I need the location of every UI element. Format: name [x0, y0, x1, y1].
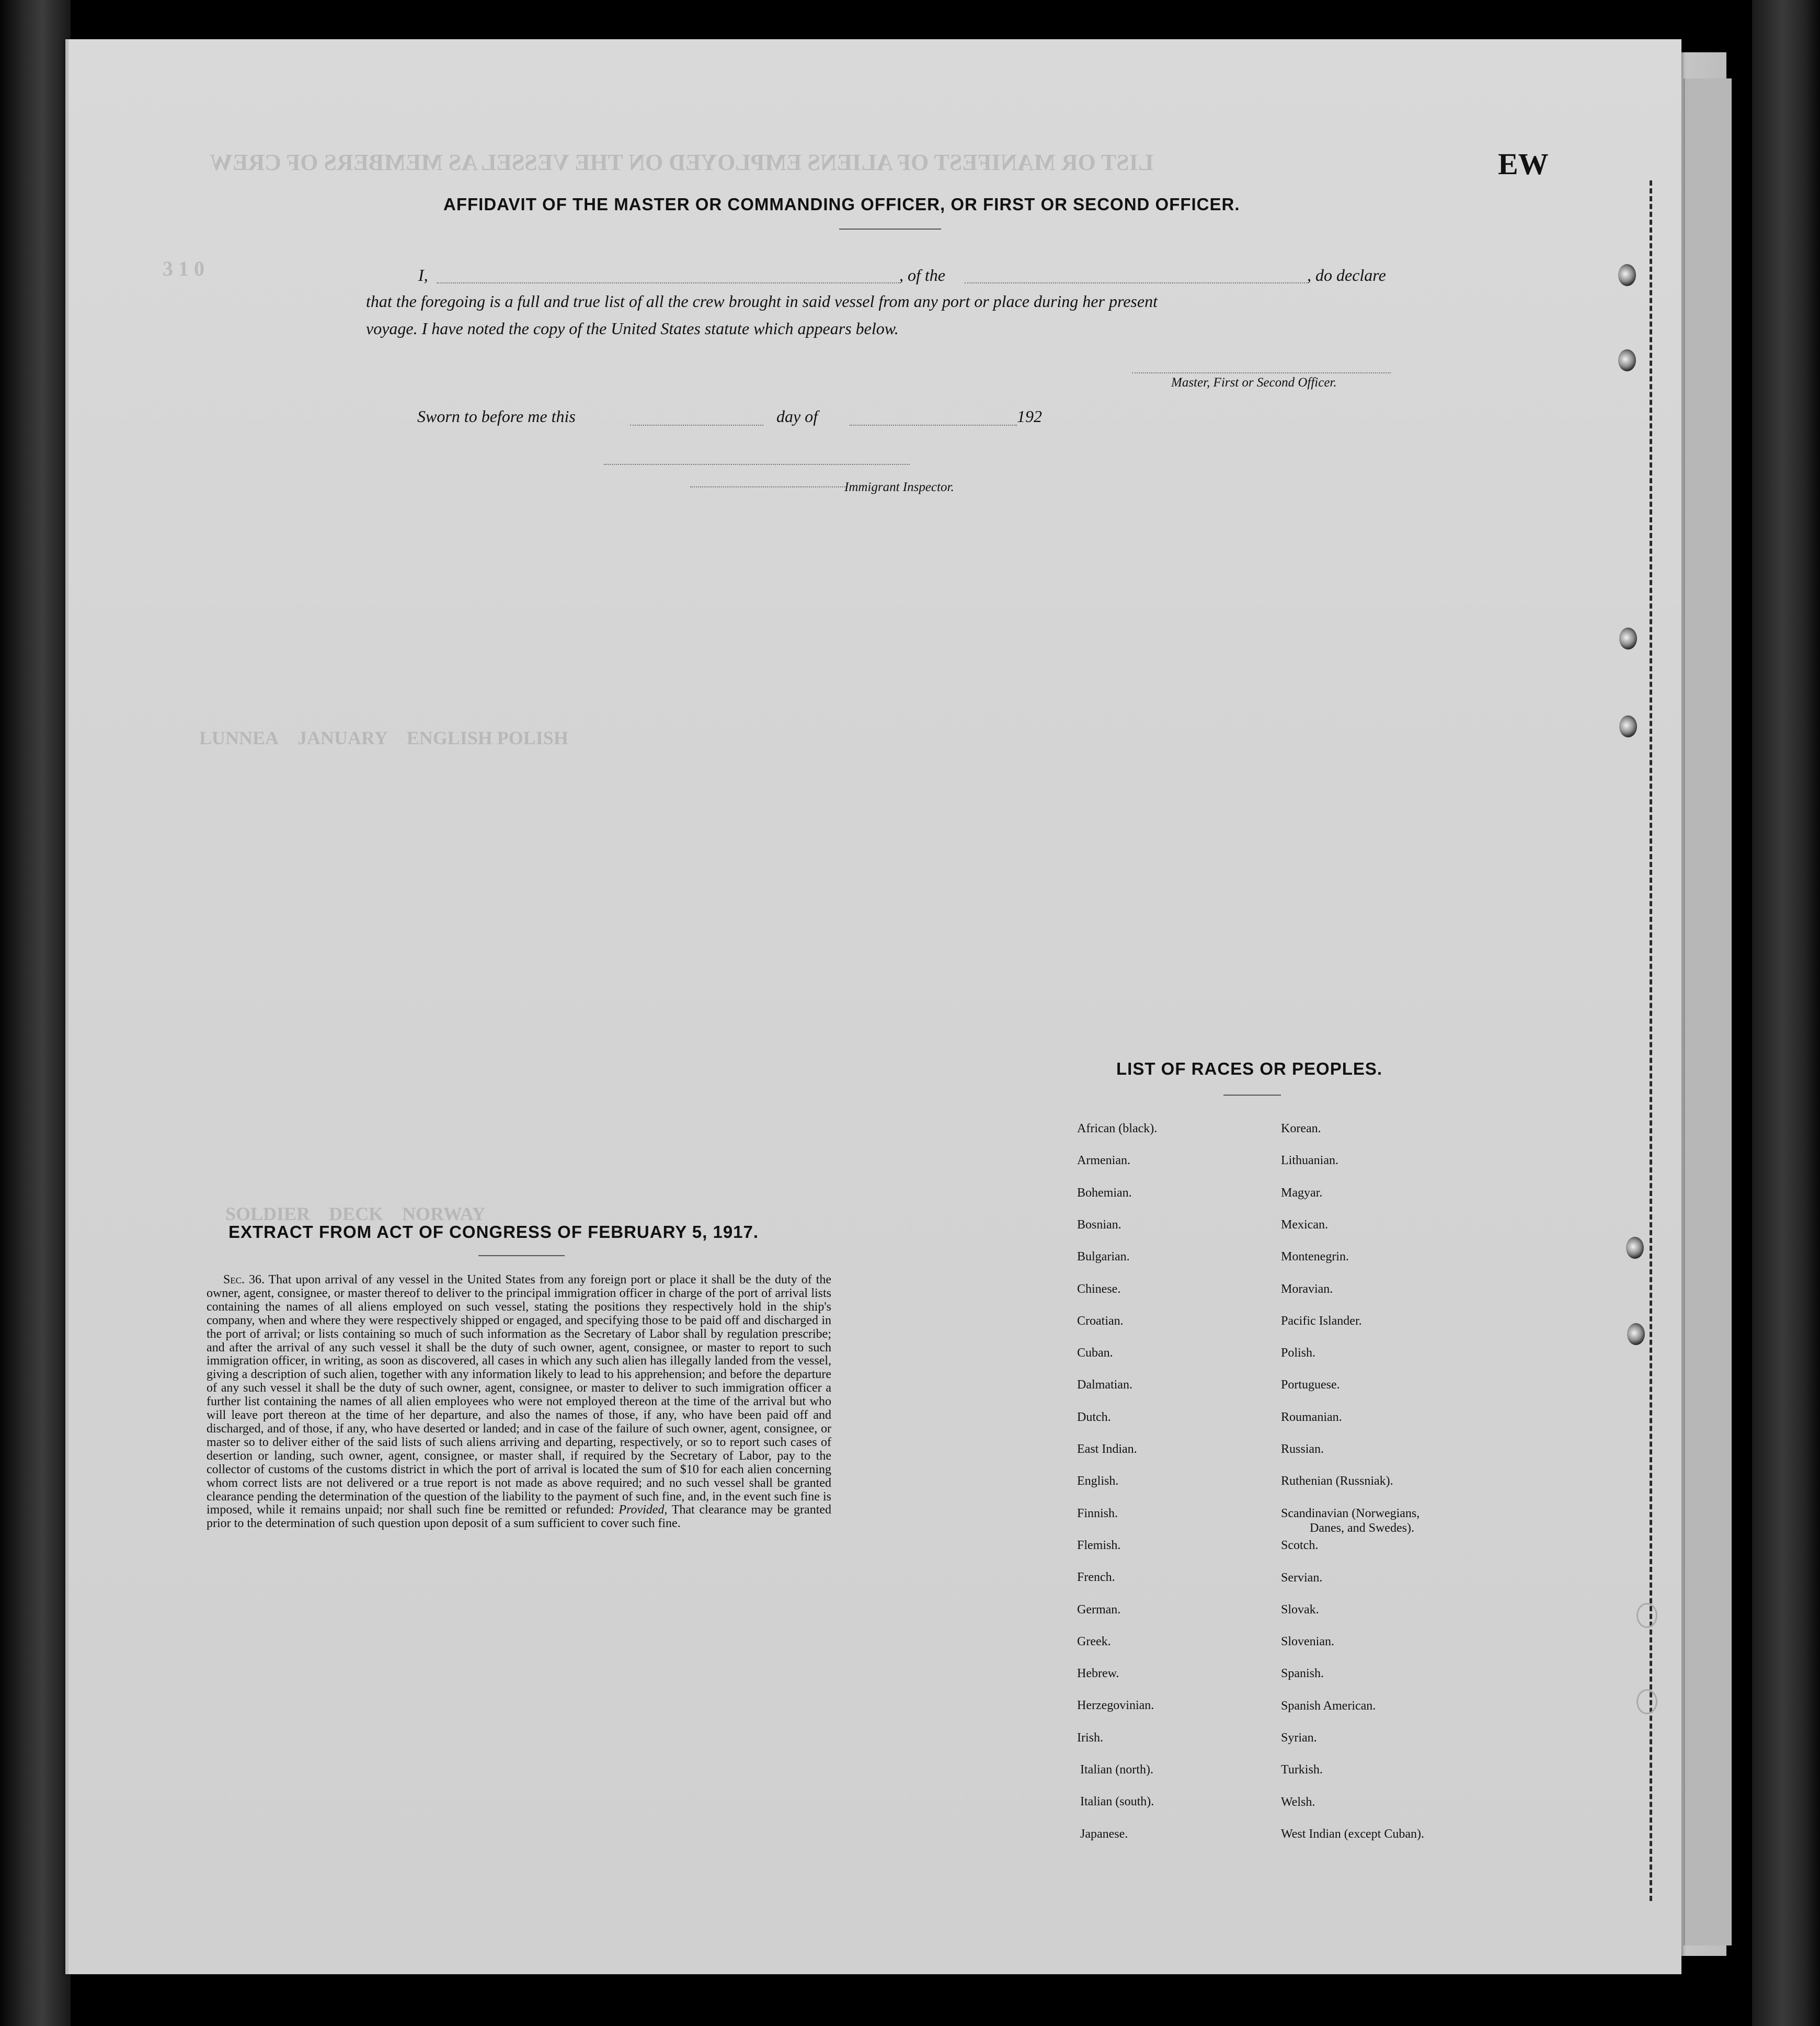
day-blank-line [630, 425, 763, 426]
binding-hole [1618, 349, 1636, 371]
race-item: Magyar. [1281, 1186, 1323, 1200]
sworn-label: Sworn to before me this [417, 407, 576, 426]
race-item: West Indian (except Cuban). [1281, 1827, 1424, 1841]
race-item: Roumanian. [1281, 1410, 1342, 1424]
section-36-text [207, 1273, 831, 1531]
perforation-line [1650, 180, 1652, 1901]
race-item: Slovenian. [1281, 1635, 1334, 1648]
race-item: Mexican. [1281, 1218, 1328, 1232]
binding-hole [1627, 1323, 1645, 1345]
year-prefix: 192 [1017, 407, 1042, 426]
race-item: Dutch. [1077, 1410, 1111, 1424]
month-blank-line [850, 425, 1017, 426]
race-item: Montenegrin. [1281, 1250, 1349, 1264]
bleed-through-number: 3 1 0 [163, 257, 204, 280]
race-item: Cuban. [1077, 1346, 1113, 1360]
section-label: Sec. 36. [223, 1273, 265, 1287]
race-item: Scandinavian (Norwegians, [1281, 1507, 1420, 1520]
race-item: Bohemian. [1077, 1186, 1132, 1200]
binding-hole [1636, 1603, 1657, 1628]
binding-hole [1618, 264, 1636, 286]
title-divider [839, 229, 941, 230]
race-item: Spanish American. [1281, 1699, 1376, 1713]
race-item: Slovak. [1281, 1603, 1319, 1617]
race-item: African (black). [1077, 1122, 1158, 1135]
binding-hole [1626, 1237, 1644, 1259]
race-item: Moravian. [1281, 1282, 1333, 1296]
bleed-through-entry-2: SOLDIER DECK NORWAY [225, 1203, 486, 1224]
race-item: Servian. [1281, 1571, 1323, 1585]
provided-word: Provided, [619, 1503, 668, 1517]
race-item: German. [1077, 1603, 1121, 1617]
race-item: Welsh. [1281, 1795, 1315, 1809]
day-of-label: day of [776, 407, 818, 426]
binding-hole [1636, 1689, 1657, 1714]
race-item: Croatian. [1077, 1314, 1124, 1328]
section-body: That upon arrival of any vessel in the United States from any foreign port or place it shall be the duty of the owner, agent, consignee, or master thereof to deliver to the principal immigration officer in charge of the port of arrival lists containing the names of all aliens employed on such vessel, stating the positions they respectively hold in the ship's company, when and where they were respectively shipped or engaged, and specifying those to be paid off and discharged in the port of arrival; or lists containing so much of such information as the Secretary of Labor shall by regulation prescribe; and after the arrival of any such vessel it shall be the duty of such owner, agent, consignee, or master to report to such immigration officer, in writing, as soon as discovered, all cases in which any such alien has illegally landed from the vessel, giving a description of such alien, together with any information likely to lead to his apprehension; and before the departure of any such vessel it shall be the duty of such owner, agent, consignee, or master to deliver to such immigration officer a further list containing the names of all alien employees who were not employed thereon at the time of the arrival but who will leave port thereon at the time of her departure, and also the names of those, if any, who have been paid off and discharged, and of those, if any, who have deserted or landed; and in case of the failure of such owner, agent, consignee, or master so to deliver either of the said lists of such aliens arriving and departing, respectively, or so to report such cases of desertion or landing, such owner, agent, consignee, or master shall, if required by the Secretary of Labor, pay to the collector of customs of the customs district in which the port of arrival is located the sum of $10 for each alien concerning whom correct lists are not delivered or a true report is not made as above required; and no such vessel shall be granted clearance pending the determination of the question of the liability to the payment of such fine, and, in the event such fine is imposed, while it remains unpaid; nor shall such fine be remitted or refunded: [207, 1273, 831, 1517]
affidavit-i-label: I, [418, 266, 428, 284]
races-title: LIST OF RACES OR PEOPLES. [1116, 1059, 1383, 1078]
inspector-line-short [690, 486, 847, 487]
corner-mark: EW [1498, 147, 1549, 181]
binding-hole [1619, 715, 1637, 737]
race-item: Italian (north). [1080, 1763, 1153, 1777]
race-item: Syrian. [1281, 1731, 1317, 1745]
race-item: Chinese. [1077, 1282, 1121, 1296]
affidavit-statement-line: that the foregoing is a full and true list of all the crew brought in said vessel from any port or place during her present [366, 292, 1158, 311]
races-divider [1223, 1095, 1281, 1096]
race-item: Turkish. [1281, 1763, 1323, 1777]
affidavit-statement-line: voyage. I have noted the copy of the United States statute which appears below. [366, 319, 899, 338]
race-item: Irish. [1077, 1731, 1103, 1745]
extract-title: EXTRACT FROM ACT OF CONGRESS OF FEBRUARY 5, 1917. [228, 1222, 759, 1242]
bleed-through-entry: LUNNEA JANUARY ENGLISH POLISH [199, 727, 568, 748]
name-blank-line [437, 282, 899, 283]
right-page-edge [1752, 0, 1820, 2026]
race-item: Scotch. [1281, 1539, 1319, 1552]
inspector-label: Immigrant Inspector. [844, 480, 954, 494]
bleed-through-text: LIST OR MANIFEST OF ALIENS EMPLOYED ON THE VESSEL AS MEMBERS OF CREW [210, 150, 1154, 175]
race-item: Portuguese. [1281, 1378, 1340, 1392]
affidavit-title: AFFIDAVIT OF THE MASTER OR COMMANDING OFFICER, OR FIRST OR SECOND OFFICER. [443, 195, 1240, 214]
inspector-signature-line [604, 464, 910, 465]
race-item: Danes, and Swedes). [1310, 1521, 1414, 1535]
race-item: Herzegovinian. [1077, 1699, 1154, 1712]
race-item: Polish. [1281, 1346, 1316, 1360]
race-item: Ruthenian (Russniak). [1281, 1474, 1393, 1488]
section-body-end: That clearance may be granted prior to the determination of such question upon deposit of a sum sufficient to cover such fine. [207, 1503, 832, 1531]
race-item: Japanese. [1080, 1827, 1128, 1841]
race-item: Russian. [1281, 1442, 1324, 1456]
race-item: Bulgarian. [1077, 1250, 1130, 1264]
master-signature-label: Master, First or Second Officer. [1171, 375, 1337, 390]
race-item: Hebrew. [1077, 1667, 1119, 1680]
underlying-sheet-2 [1684, 78, 1732, 1945]
race-item: East Indian. [1077, 1442, 1137, 1456]
race-item: French. [1077, 1570, 1115, 1584]
left-page-edge [0, 0, 71, 2026]
race-item: Korean. [1281, 1122, 1321, 1135]
race-item: Dalmatian. [1077, 1378, 1132, 1392]
master-signature-line [1132, 372, 1391, 373]
vessel-blank-line [965, 282, 1307, 283]
affidavit-of-the: , of the [899, 266, 945, 284]
race-item: Bosnian. [1077, 1218, 1121, 1232]
race-item: Greek. [1077, 1635, 1111, 1648]
affidavit-do-declare: , do declare [1307, 266, 1386, 284]
extract-divider [478, 1255, 565, 1256]
race-item: Armenian. [1077, 1154, 1130, 1167]
race-item: Italian (south). [1080, 1795, 1154, 1808]
binding-hole [1619, 628, 1637, 650]
race-item: Spanish. [1281, 1667, 1324, 1680]
race-item: Finnish. [1077, 1507, 1118, 1520]
race-item: English. [1077, 1474, 1119, 1488]
race-item: Lithuanian. [1281, 1154, 1338, 1167]
race-item: Flemish. [1077, 1539, 1121, 1552]
race-item: Pacific Islander. [1281, 1314, 1362, 1328]
